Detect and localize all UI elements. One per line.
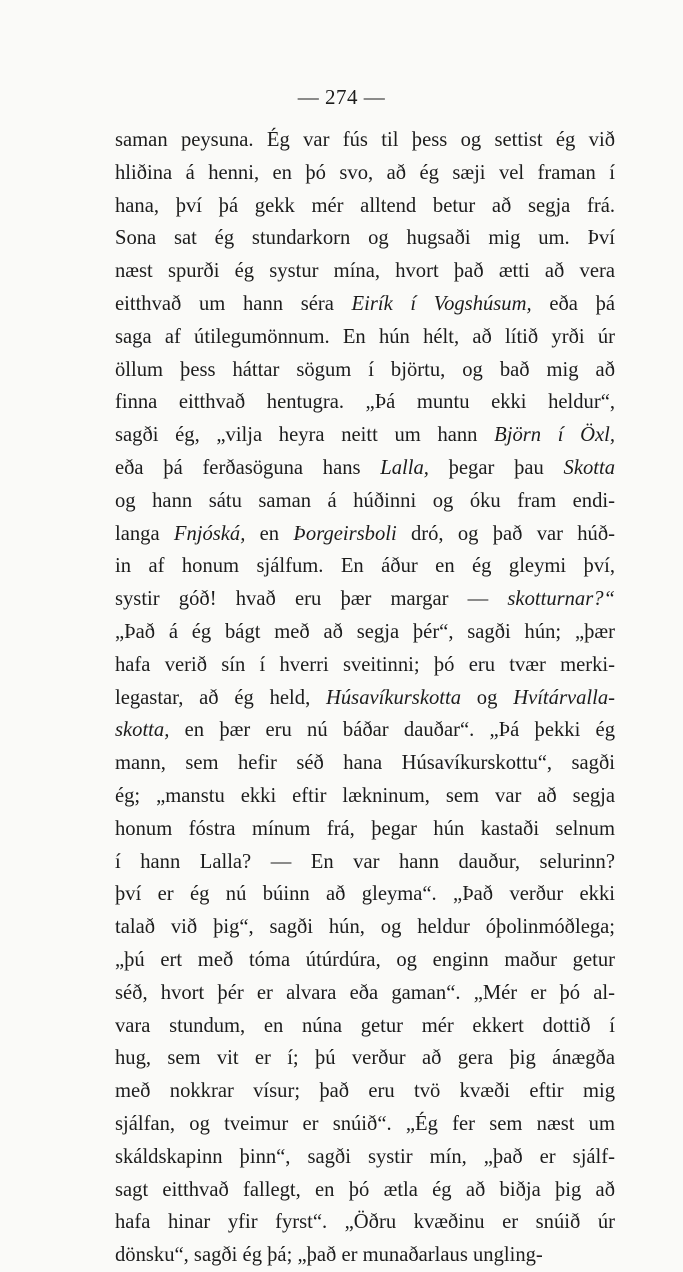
text-line: [115, 813, 615, 846]
text-segment: ég; „manstu ekki eftir lækninum, sem var að segja: [115, 784, 615, 807]
text-segment: hafa verið sín í hverri sveitinni; þó eru tvær merki-: [115, 653, 615, 676]
italic-text: Hvítárvalla-: [513, 686, 616, 709]
text-line: [115, 977, 615, 1010]
text-line: [115, 288, 615, 321]
text-line: [115, 911, 615, 944]
text-line: [115, 157, 615, 190]
text-segment: séð, hvort þér er alvara eða gaman“. „Mér er þó al-: [115, 981, 615, 1004]
text-segment: því er ég nú búinn að gleyma“. „Það verður ekki: [115, 883, 615, 906]
text-line: [115, 1174, 615, 1207]
text-line: [115, 1042, 615, 1075]
text-segment: langa: [115, 522, 174, 545]
text-line: [115, 747, 615, 780]
text-line: [115, 321, 615, 354]
text-segment: með nokkrar vísur; það eru tvö kvæði eftir mig: [115, 1080, 615, 1103]
text-line: [115, 1206, 615, 1239]
text-segment: eitthvað um hann séra: [115, 292, 352, 315]
text-line: [115, 878, 615, 911]
text-segment: saman peysuna. Ég var fús til þess og settist ég við: [115, 129, 615, 151]
italic-text: Björn í Öxl,: [494, 424, 615, 447]
italic-text: skotta,: [115, 719, 170, 742]
text-segment: systir góð! hvað eru þær margar —: [115, 588, 508, 611]
text-line: [115, 222, 615, 255]
text-segment: í hann Lalla? — En var hann dauður, selurinn?: [115, 850, 615, 873]
text-line: [115, 550, 615, 583]
text-segment: talað við þig“, sagði hún, og heldur óþolinmóðlega;: [115, 916, 615, 939]
text-segment: og hann sátu saman á húðinni og óku fram endi-: [115, 489, 615, 512]
text-line: [115, 1141, 615, 1174]
italic-text: Skotta: [563, 456, 615, 479]
body-text: [115, 124, 615, 1272]
text-segment: eða þá ferðasöguna hans: [115, 456, 381, 479]
text-segment: „þú ert með tóma útúrdúra, og enginn maður getur: [115, 948, 615, 971]
text-line: [115, 255, 615, 288]
text-segment: þegar þau: [428, 456, 564, 479]
text-segment: hana, því þá gekk mér alltend betur að segja frá.: [115, 194, 615, 217]
italic-text: skotturnar?“: [507, 588, 615, 611]
text-segment: sagði ég, „vilja heyra neitt um hann: [115, 424, 495, 447]
italic-text: Eirík í Vogshúsum,: [351, 292, 532, 315]
page-number: — 274 —: [297, 85, 386, 109]
text-line: [115, 386, 615, 419]
text-segment: eða þá: [531, 292, 616, 315]
text-segment: dró, og það var húð-: [396, 522, 616, 545]
text-segment: legastar, að ég held,: [115, 686, 327, 709]
italic-text: Lalla,: [380, 456, 429, 479]
text-segment: dönsku“, sagði ég þá; „það er munaðarlaus ungling-: [115, 1244, 543, 1267]
text-segment: og: [461, 686, 514, 709]
text-line: [115, 846, 615, 879]
text-segment: hafa hinar yfir fyrst“. „Öðru kvæðinu er snúið úr: [115, 1211, 615, 1234]
text-line: [115, 124, 615, 157]
text-segment: saga af útilegumönnum. En hún hélt, að lítið yrði úr: [115, 325, 615, 348]
text-segment: mann, sem hefir séð hana Húsavíkurskottu“, sagði: [115, 752, 615, 775]
text-segment: Sona sat ég stundarkorn og hugsaði mig um. Því: [115, 227, 615, 250]
text-line: [115, 616, 615, 649]
text-line: [115, 583, 615, 616]
text-line: [115, 714, 615, 747]
text-line: [115, 1010, 615, 1043]
text-line: [115, 944, 615, 977]
text-segment: in af honum sjálfum. En áður en ég gleymi því,: [115, 555, 615, 578]
text-line: [115, 780, 615, 813]
text-segment: hliðina á henni, en þó svo, að ég sæji vel framan í: [115, 161, 615, 184]
text-line: [115, 190, 615, 223]
text-segment: en þær eru nú báðar dauðar“. „Þá þekki ég: [169, 719, 615, 742]
text-segment: öllum þess háttar sögum í björtu, og bað mig að: [115, 358, 615, 381]
italic-text: Fnjóská,: [173, 522, 246, 545]
text-segment: sjálfan, og tveimur er snúið“. „Ég fer sem næst um: [115, 1112, 615, 1135]
text-line: [115, 518, 615, 551]
text-line: [115, 354, 615, 387]
text-segment: hug, sem vit er í; þú verður að gera þig ánægða: [115, 1047, 615, 1070]
text-line: [115, 485, 615, 518]
text-line: [115, 649, 615, 682]
text-segment: „Það á ég bágt með að segja þér“, sagði hún; „þær: [115, 620, 615, 643]
italic-text: Húsavíkurskotta: [326, 686, 462, 709]
text-line: [115, 1075, 615, 1108]
text-segment: skáldskapinn þinn“, sagði systir mín, „það er sjálf-: [115, 1145, 615, 1168]
text-segment: en: [245, 522, 294, 545]
text-segment: finna eitthvað hentugra. „Þá muntu ekki heldur“,: [115, 391, 615, 414]
text-line: [115, 452, 615, 485]
text-line: [115, 1108, 615, 1141]
text-segment: vara stundum, en núna getur mér ekkert dottið í: [115, 1014, 615, 1037]
text-segment: næst spurði ég systur mína, hvort það ætti að vera: [115, 260, 615, 283]
text-segment: honum fóstra mínum frá, þegar hún kastaði selnum: [115, 817, 615, 840]
text-line: [115, 1239, 615, 1272]
text-line: [115, 682, 615, 715]
text-line: [115, 419, 615, 452]
text-segment: sagt eitthvað fallegt, en þó ætla ég að biðja þig að: [115, 1178, 615, 1201]
italic-text: Þorgeirsboli: [293, 522, 397, 545]
